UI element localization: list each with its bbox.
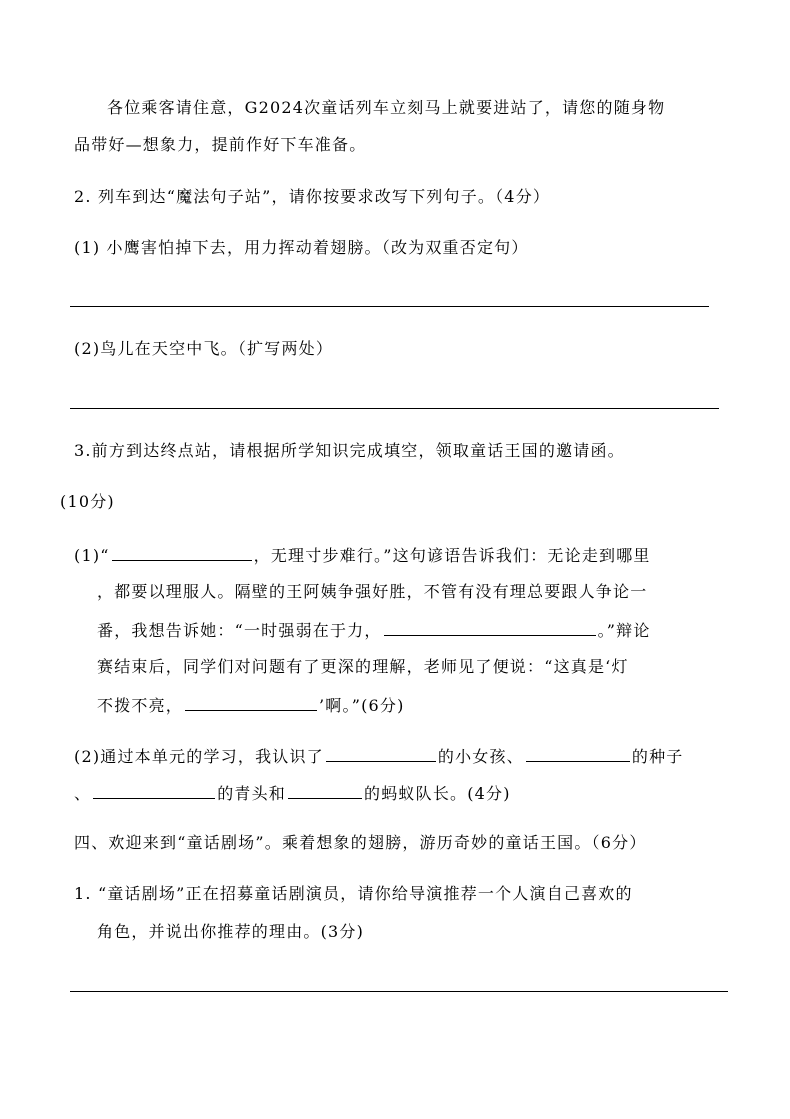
q3-item-2-suffix: 的种子	[631, 747, 684, 766]
q3-item-2-line-2-suffix: 的蚂蚁队长。(4分)	[364, 784, 511, 803]
q3-item-1-line-5	[97, 693, 405, 717]
q2-heading: 2. 列车到达“魔法句子站”，请你按要求改写下列句子。（4分）	[74, 187, 551, 206]
character-blank-1[interactable]	[326, 744, 436, 762]
q2-item-1: (1) 小鹰害怕掉下去，用力挥动着翅膀。（改为双重否定句）	[74, 238, 529, 257]
q3-item-1-line-4: 赛结束后，同学们对问题有了更深的理解，老师见了便说：“这真是‘灯	[97, 657, 629, 676]
section-4-heading: 四、欢迎来到“童话剧场”。乘着想象的翅膀，游历奇妙的童话王国。（6分）	[74, 833, 647, 852]
q2-item-2: (2)鸟儿在天空中飞。（扩写两处）	[74, 339, 334, 358]
q3-item-1-line-5-prefix: 不拨不亮，	[97, 696, 184, 715]
q3-item-2-line-2-mid: 的青头和	[217, 784, 287, 803]
q3-item-2-prefix: (2)通过本单元的学习，我认识了	[74, 747, 324, 766]
character-blank-3[interactable]	[93, 781, 215, 799]
q3-item-1-prefix: (1)“	[74, 546, 110, 565]
intro-line-2: 品带好—想象力，提前作好下车准备。	[74, 135, 367, 154]
q3-item-1-line-3	[97, 618, 651, 642]
q3-item-2-line-2-prefix: 、	[74, 784, 92, 803]
proverb-blank-1[interactable]	[112, 543, 252, 561]
proverb-blank-2[interactable]	[384, 618, 596, 636]
q2-item-2-answer-line[interactable]	[70, 408, 719, 409]
q3-item-1-line-3-suffix: 。”辩论	[597, 621, 651, 640]
q3-item-2-mid: 的小女孩、	[437, 747, 524, 766]
section-4-item-1-line-1: 1. “童话剧场”正在招募童话剧演员，请你给导演推荐一个人演自己喜欢的	[74, 884, 633, 903]
character-blank-2[interactable]	[526, 744, 630, 762]
intro-line-1: 各位乘客请住意，G2024次童话列车立刻马上就要进站了，请您的随身物	[107, 98, 666, 117]
q3-item-1-line-2: ，都要以理服人。隔壁的王阿姨争强好胜，不管有没有理总要跟人争论一	[97, 582, 648, 601]
q3-heading: 3.前方到达终点站，请根据所学知识完成填空，领取童话王国的邀请函。	[74, 441, 625, 460]
q3-item-2-line-2	[74, 781, 511, 805]
q3-item-1-line-1	[74, 543, 651, 567]
section-4-item-1-line-2: 角色，并说出你推荐的理由。(3分)	[97, 922, 365, 941]
q3-item-2-line-1	[74, 744, 684, 768]
q2-item-1-answer-line[interactable]	[70, 306, 709, 307]
q3-item-1-text: ，无理寸步难行。”这句谚语告诉我们：无论走到哪里	[253, 546, 651, 565]
q3-score: (10分)	[60, 492, 115, 511]
proverb-blank-3[interactable]	[185, 693, 317, 711]
section-4-item-1-answer-line[interactable]	[70, 991, 728, 992]
q3-item-1-line-5-suffix: ’啊。”(6分)	[319, 696, 405, 715]
character-blank-4[interactable]	[288, 781, 362, 799]
q3-item-1-line-3-prefix: 番，我想告诉她：“一时强弱在于力，	[97, 621, 382, 640]
